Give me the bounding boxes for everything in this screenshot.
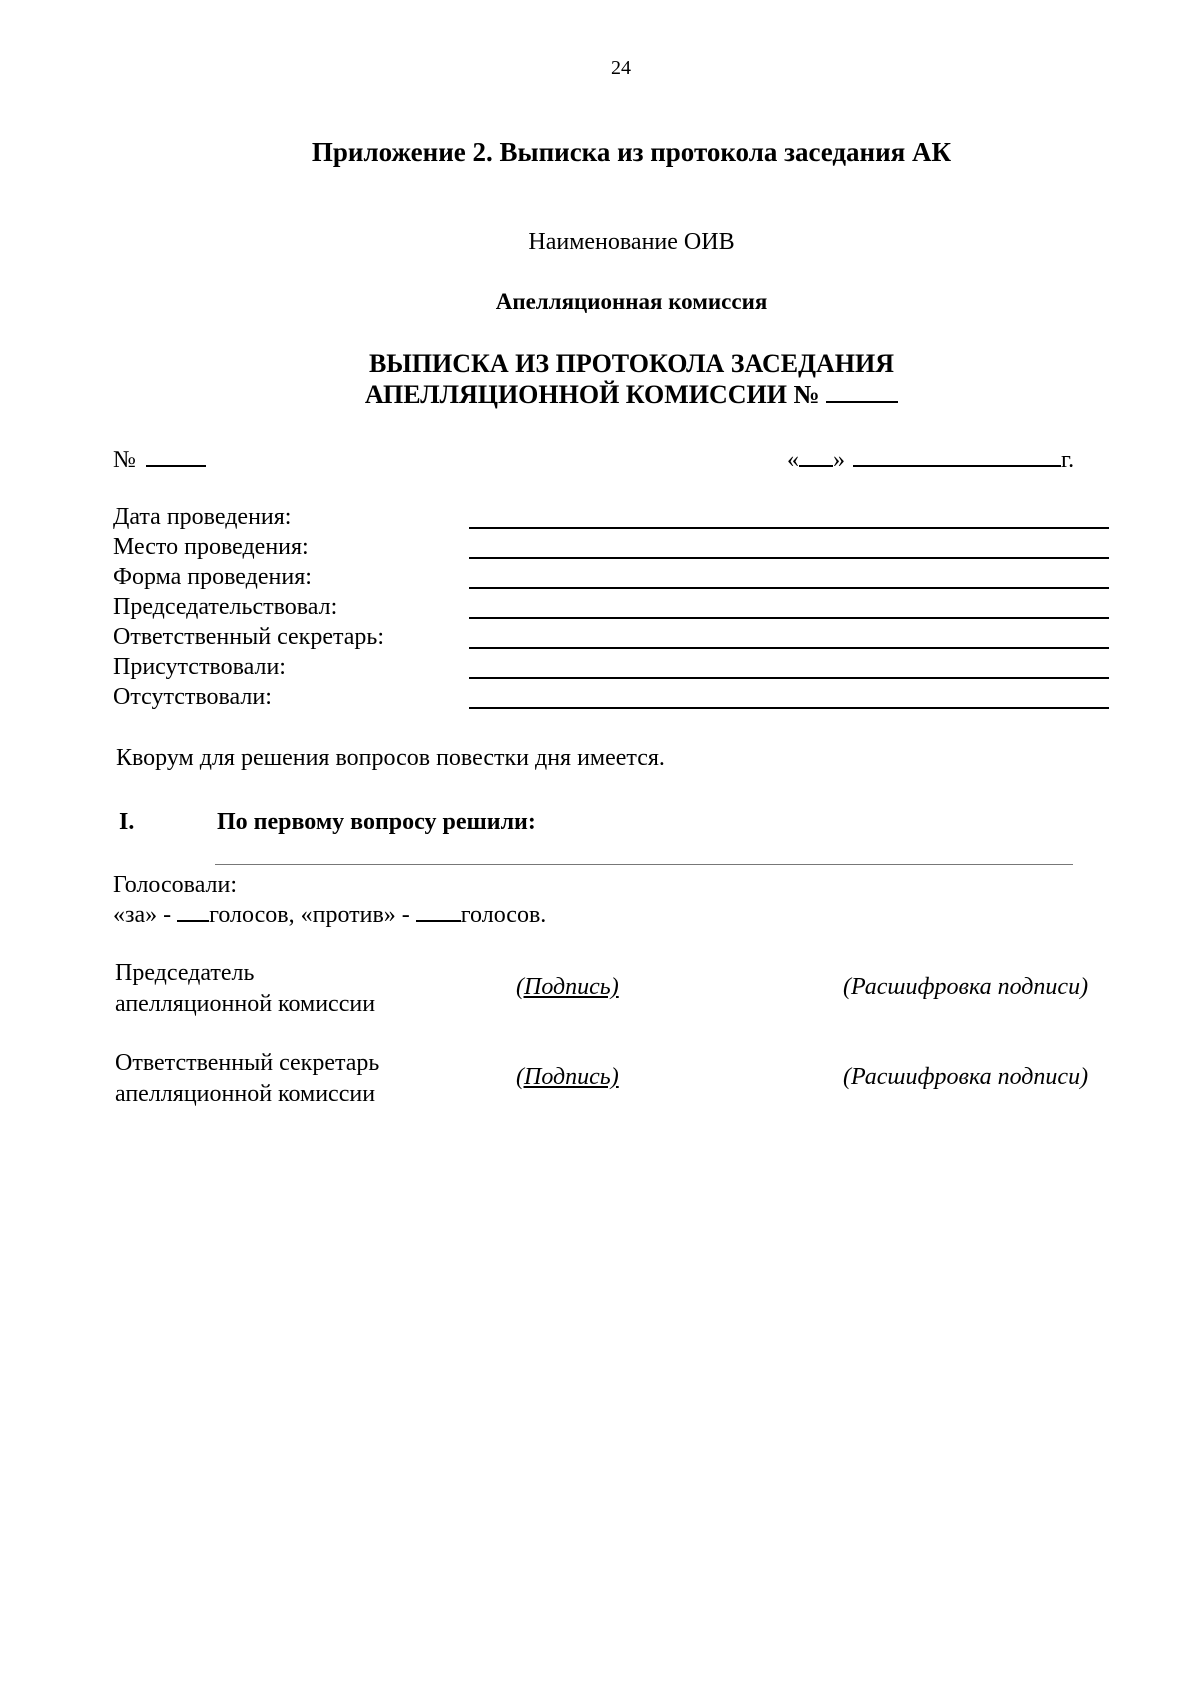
field-row [113,502,1113,532]
secretary-role [115,1048,379,1110]
document-title-line2 [0,379,1200,410]
votes-for-label: «за» - [113,902,178,928]
secretary-signature-decode: (Расшифровка подписи) [843,1064,1089,1090]
field-row [113,622,1113,652]
field-blank-line [469,677,1109,679]
field-blank-line [469,707,1109,709]
field-row [113,652,1113,682]
commission-name: Апелляционная комиссия [495,289,768,314]
field-blank-line [469,527,1109,529]
extract-date [787,447,1074,474]
meeting-fields [113,502,1113,712]
chairman-signature: (Подпись) [516,974,619,1000]
date-close-quote: » [833,447,845,473]
day-blank [799,465,833,467]
field-label: Дата проведения: [113,504,292,530]
votes-for-blank [177,920,209,922]
field-label: Председательствовал: [113,594,338,620]
field-label: Место проведения: [113,534,309,560]
field-row [113,532,1113,562]
votes-against-label: голосов, «против» - [209,902,416,928]
field-label: Присутствовали: [113,654,286,680]
chairman-signature-decode: (Расшифровка подписи) [843,974,1089,1000]
month-year-blank [853,465,1061,467]
role-line: Председатель [115,960,255,986]
votes-label: Голосовали: [113,872,238,898]
question-heading: По первому вопросу решили: [217,809,536,835]
role-line: Ответственный секретарь [115,1050,380,1076]
organization-name: Наименование ОИВ [528,229,735,255]
field-blank-line [469,587,1109,589]
field-label: Отсутствовали: [113,684,272,710]
field-label: Форма проведения: [113,564,312,590]
document-title-line2-text: АПЕЛЛЯЦИОННОЙ КОМИССИИ № [364,380,820,409]
quorum-statement: Кворум для решения вопросов повестки дня имеется. [116,745,665,771]
role-line: апелляционной комиссии [115,1081,376,1107]
field-row [113,592,1113,622]
decision-line [215,864,1073,865]
secretary-signature: (Подпись) [516,1064,619,1090]
chairman-role [115,958,375,1020]
field-blank-line [469,647,1109,649]
page-number: 24 [611,57,631,79]
appendix-title: Приложение 2. Выписка из протокола заседания АК [311,137,952,167]
field-row [113,562,1113,592]
votes-tail: голосов. [460,902,547,928]
extract-number-blank [146,465,206,467]
question-number: I. [119,809,135,835]
document-title [0,348,1200,410]
date-open-quote: « [787,447,799,473]
field-blank-line [469,557,1109,559]
protocol-number-blank [826,401,898,403]
number-sign: № [113,447,136,473]
document-title-line1: ВЫПИСКА ИЗ ПРОТОКОЛА ЗАСЕДАНИЯ [368,349,895,378]
role-line: апелляционной комиссии [115,991,376,1017]
votes-line [113,902,546,929]
votes-against-blank [416,920,461,922]
field-row [113,682,1113,712]
field-blank-line [469,617,1109,619]
extract-number [113,447,206,474]
year-suffix: г. [1061,447,1075,473]
field-label: Ответственный секретарь: [113,624,385,650]
